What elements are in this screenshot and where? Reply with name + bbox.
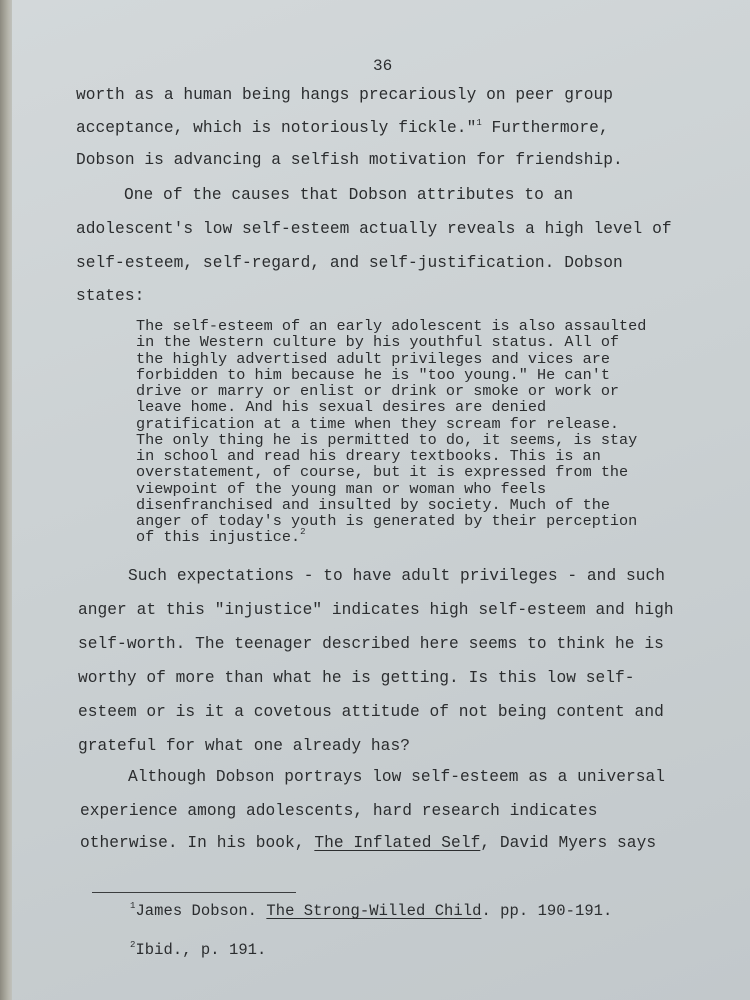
paragraph-1-line: Dobson is advancing a selfish motivation for friendship.: [76, 151, 623, 169]
paragraph-3-line: self-worth. The teenager described here seems to think he is: [78, 635, 664, 653]
paragraph-2-line: One of the causes that Dobson attributes to an: [124, 186, 574, 204]
quote-line: in the Western culture by his youthful status. All of: [136, 333, 620, 352]
paragraph-4-line: Although Dobson portrays low self-esteem as a universal: [128, 768, 666, 786]
quote-line: leave home. And his sexual desires are denied: [136, 398, 547, 417]
paragraph-2-line: adolescent's low self-esteem actually reveals a high level of: [76, 220, 672, 238]
quote-text: of this injustice.: [136, 528, 301, 547]
quote-line: The only thing he is permitted to do, it seems, is stay: [136, 430, 638, 449]
footnote-text: Ibid., p. 191.: [135, 941, 267, 959]
footnote-2: [130, 941, 266, 959]
paragraph-3-line: esteem or is it a covetous attitude of not being content and: [78, 703, 664, 721]
page-number: 36: [373, 57, 393, 75]
quote-line: The self-esteem of an early adolescent is also assaulted: [136, 317, 647, 335]
quote-line: the highly advertised adult privileges and vices are: [136, 349, 610, 368]
paragraph-3-line: Such expectations - to have adult privileges - and such: [128, 567, 666, 585]
footnote-separator: [92, 892, 296, 893]
document-page: [12, 0, 750, 1000]
paragraph-3-line: anger at this "injustice" indicates high self-esteem and high: [78, 601, 674, 619]
quote-line: disenfranchised and insulted by society. Much of the: [136, 495, 610, 514]
paragraph-3-line: worthy of more than what he is getting. Is this low self-: [78, 669, 635, 687]
quote-line: [136, 529, 736, 545]
paragraph-1-line: [76, 119, 609, 137]
quote-line: drive or marry or enlist or drink or smoke or work or: [136, 382, 620, 400]
paragraph-2-line: self-esteem, self-regard, and self-justification. Dobson: [76, 254, 623, 272]
paragraph-1-text: acceptance, which is notoriously fickle.": [76, 119, 477, 137]
footnote-author: James Dobson.: [135, 902, 267, 920]
paragraph-1-text: Furthermore,: [481, 119, 609, 137]
quote-line: anger of today's youth is generated by their perception: [136, 512, 638, 530]
quote-line: overstatement, of course, but it is expressed from the: [136, 463, 629, 482]
paragraph-2-line: states:: [76, 287, 145, 305]
paragraph-4-text: , David Myers says: [480, 834, 657, 852]
footnote-book-title: The Strong-Willed Child: [266, 902, 482, 920]
footnote-ref-2: 2: [300, 527, 306, 538]
footnote-ref-1: 1: [476, 118, 482, 128]
footnote-marker: 2: [130, 940, 136, 950]
quote-line: viewpoint of the young man or woman who feels: [136, 479, 547, 498]
book-title-inflated-self: The Inflated Self: [314, 834, 481, 852]
quote-line: in school and read his dreary textbooks. This is an: [136, 447, 601, 465]
footnote-1: [130, 902, 612, 920]
quote-line: gratification at a time when they scream for release.: [136, 414, 620, 433]
quote-line: forbidden to him because he is "too young." He can't: [136, 365, 610, 384]
paragraph-4-text: otherwise. In his book,: [80, 834, 315, 852]
paragraph-3-line: grateful for what one already has?: [78, 737, 410, 755]
footnote-pages: . pp. 190-191.: [481, 902, 613, 920]
paragraph-4-line: experience among adolescents, hard research indicates: [80, 802, 598, 820]
block-quote: [136, 318, 736, 546]
footnote-marker: 1: [130, 901, 136, 911]
paragraph-4-line: [80, 834, 656, 852]
paragraph-1-line: worth as a human being hangs precariously on peer group: [76, 86, 614, 104]
